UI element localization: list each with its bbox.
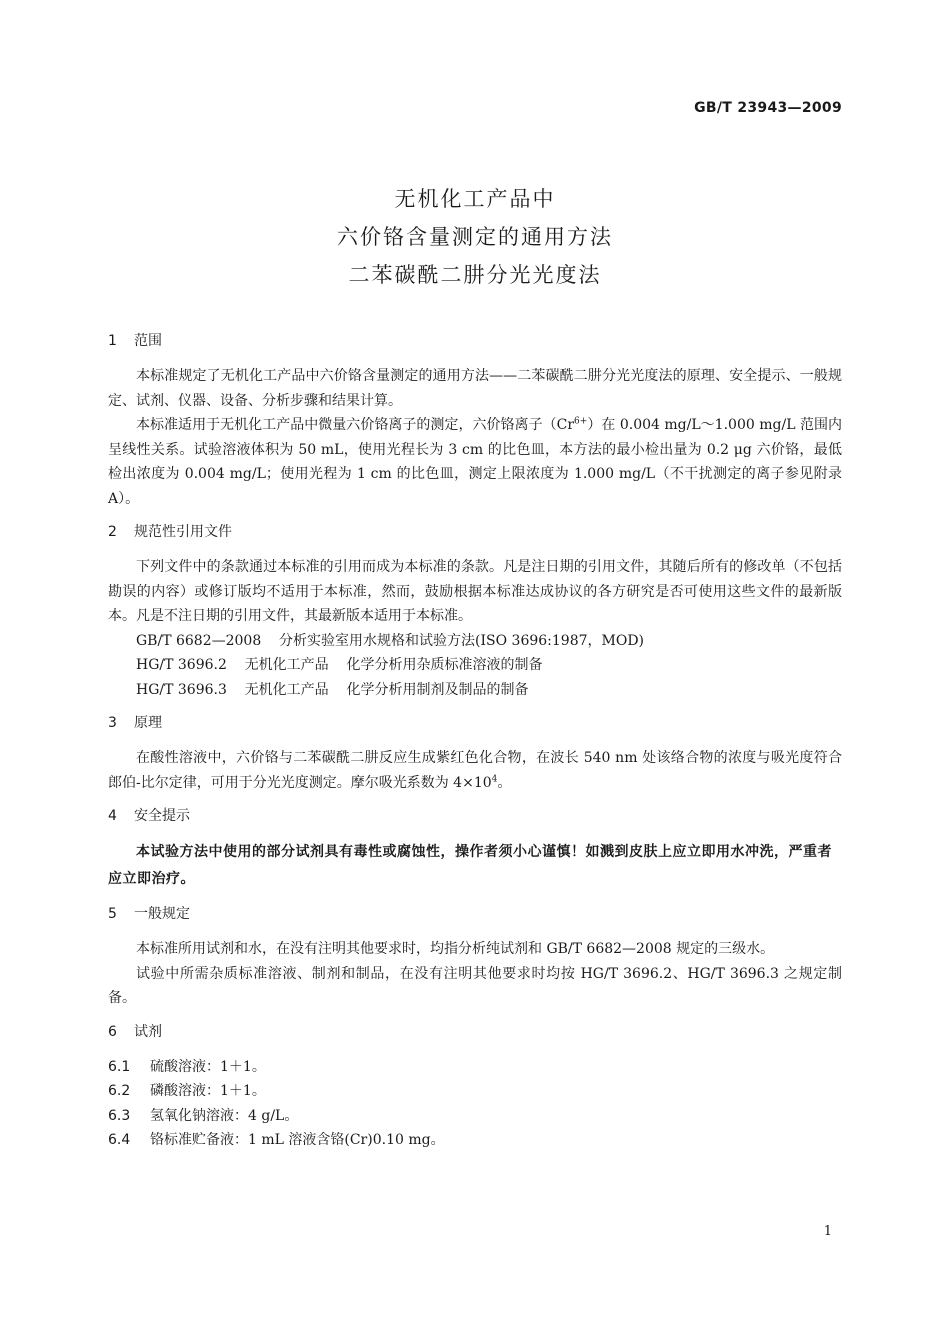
section-heading (108, 330, 842, 352)
document-title (0, 180, 950, 294)
section-title: 试剂 (134, 1023, 162, 1040)
section-title: 一般规定 (134, 906, 190, 922)
paragraph: 试验中所需杂质标准溶液、制剂和制品，在没有注明其他要求时均按 HG/T 3696.2、HG/T 3696.3 之规定制备。 (108, 965, 842, 1006)
paragraph-text: 本标准适用于无机化工产品中微量六价铬离子的测定，六价铬离子（Cr (136, 417, 575, 433)
standard-code: GB/T 23943—2009 (694, 100, 842, 116)
section-title: 范围 (134, 333, 162, 349)
reagent-item (108, 1055, 842, 1080)
item-text: 磷酸溶液：1＋1。 (150, 1083, 266, 1099)
section-heading (108, 521, 842, 543)
reagent-item (108, 1128, 842, 1153)
section-general-provisions (108, 903, 842, 1011)
section-number: 2 (108, 524, 117, 540)
section-heading (108, 712, 842, 734)
section-title: 原理 (134, 715, 162, 731)
superscript: 6+ (574, 416, 588, 427)
section-number: 1 (108, 333, 117, 349)
paragraph-text: 。 (497, 774, 512, 791)
item-number: 6.1 (108, 1058, 131, 1075)
title-line-2: 六价铬含量测定的通用方法 (337, 225, 613, 249)
safety-warning: 本试验方法中使用的部分试剂具有毒性或腐蚀性，操作者须小心谨慎！如溅到皮肤上应立即用水冲洗，严重者应立即治疗。 (108, 844, 832, 887)
document-body (108, 330, 842, 1153)
reference-item: HG/T 3696.3 无机化工产品 化学分析用制剂及制品的制备 (136, 681, 529, 698)
superscript: 4 (491, 773, 498, 784)
paragraph: 本标准所用试剂和水，在没有注明其他要求时，均指分析纯试剂和 GB/T 6682—2008 规定的三级水。 (136, 941, 775, 957)
reagent-item (108, 1104, 842, 1129)
section-heading (108, 1021, 842, 1043)
title-line-1: 无机化工产品中 (394, 187, 556, 211)
section-normative-references (108, 521, 842, 702)
item-text: 硫酸溶液：1＋1。 (150, 1058, 266, 1075)
reagent-item (108, 1079, 842, 1104)
page-number: 1 (823, 1224, 832, 1239)
section-safety (108, 805, 842, 893)
item-number: 6.2 (108, 1083, 131, 1099)
paragraph-text: 在酸性溶液中，六价铬与二苯碳酰二肼反应生成紫红色化合物，在波长 540 nm 处该络合物的浓度与吸光度符合郎伯-比尔定律，可用于分光光度测定。摩尔吸光系数为 4×10 (108, 750, 842, 791)
paragraph: 下列文件中的条款通过本标准的引用而成为本标准的条款。凡是注日期的引用文件，其随后所有的修改单（不包括勘误的内容）或修订版均不适用于本标准，然而，鼓励根据本标准达成协议的各方研究是否可使用这些文件的最新版本。凡是不注日期的引用文件，其最新版本适用于本标准。 (108, 559, 842, 624)
section-number: 6 (108, 1023, 117, 1040)
title-line-3: 二苯碳酰二肼分光光度法 (348, 263, 602, 287)
section-reagents (108, 1021, 842, 1153)
item-text: 氢氧化钠溶液：4 g/L。 (150, 1107, 299, 1124)
section-number: 5 (108, 906, 117, 922)
paragraph: 本标准规定了无机化工产品中六价铬含量测定的通用方法——二苯碳酰二肼分光光度法的原理、安全提示、一般规定、试剂、仪器、设备、分析步骤和结果计算。 (108, 368, 842, 409)
section-heading (108, 903, 842, 925)
item-number: 6.4 (108, 1132, 131, 1148)
item-text: 铬标准贮备液：1 mL 溶液含铬(Cr)0.10 mg。 (150, 1132, 445, 1148)
reference-item: GB/T 6682—2008 分析实验室用水规格和试验方法(ISO 3696:1987，MOD) (136, 632, 645, 649)
paragraph (108, 413, 842, 511)
section-title: 规范性引用文件 (134, 524, 232, 540)
paragraph (108, 746, 842, 795)
reference-item: HG/T 3696.2 无机化工产品 化学分析用杂质标准溶液的制备 (136, 657, 543, 673)
section-heading (108, 805, 842, 827)
section-principle (108, 712, 842, 795)
paragraph-text: ）在 0.004 mg/L～1.000 mg/L 范围内呈线性关系。试验溶液体积为 50 mL，使用光程长为 3 cm 的比色皿，本方法的最小检出量为 0.2 μg 六价铬，最低检出浓度为 0.004 mg/L；使用光程为 1 cm 的比色皿，测定上限浓度为 1.000 mg/L（不干扰测定的离子参见附录 A）。 (108, 417, 842, 507)
section-title: 安全提示 (134, 808, 190, 824)
section-scope (108, 330, 842, 511)
section-number: 4 (108, 808, 117, 824)
section-number: 3 (108, 715, 117, 731)
item-number: 6.3 (108, 1107, 131, 1124)
